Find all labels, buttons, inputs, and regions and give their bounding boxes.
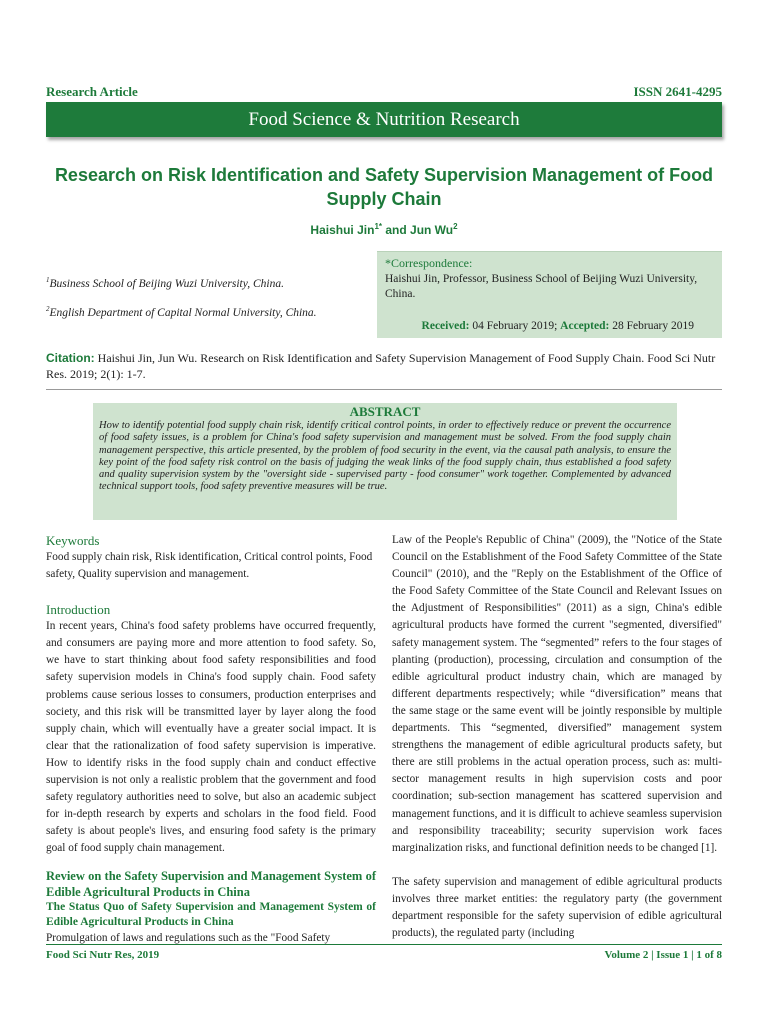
author-line <box>0 222 768 237</box>
author-conjunction: and <box>382 223 411 237</box>
citation-text: Haishui Jin, Jun Wu. Research on Risk Identification and Safety Supervision Management of Food Supply Chain. Food Sci Nutr Res. 2019; 2(1): 1-7. <box>46 351 716 381</box>
introduction-text: In recent years, China's food safety problems have occurred frequently, and consumers are paying more and more attention to food safety. So, we have to start thinking about food safety responsibilities and food safety supervision models in China's food supply chain. Food safety problems cause serious losses to consumers, production enterprises and society, and this risk will be transmitted layer by layer along the food supply chain, which will eventually have a greater social impact. It is clear that the rationalization of food safety supervision is imperative. How to identify risks in the food supply chain and conduct effective supervision is not only a realistic problem that the government and food safety regulatory authorities need to solve, but also an academic subject for in-depth research by experts and scholars in the food field. Food safety is about people's lives, and ensuring food safety is the primary goal of food supply chain management. <box>46 620 376 855</box>
keywords-text: Food supply chain risk, Risk identification, Critical control points, Food safety, Quality supervision and management. <box>46 551 373 581</box>
received-date: 04 February 2019; <box>469 320 561 332</box>
review-heading: Review on the Safety Supervision and Management System of Edible Agricultural Products in China <box>46 868 376 899</box>
abstract-box <box>93 403 677 520</box>
affiliation-1-text: Business School of Beijing Wuzi University, China. <box>49 277 284 290</box>
correspondence-heading: *Correspondence: <box>385 256 473 270</box>
author-2-sup: 2 <box>453 222 458 231</box>
abstract-heading: ABSTRACT <box>349 404 421 419</box>
article-type-label: Research Article <box>46 84 138 99</box>
review-text: Promulgation of laws and regulations such as the "Food Safety <box>46 931 331 944</box>
accepted-date: 28 February 2019 <box>609 320 694 332</box>
journal-name: Food Science & Nutrition Research <box>248 109 520 130</box>
issn-label: ISSN 2641-4295 <box>633 84 722 99</box>
affiliation-2 <box>46 305 317 319</box>
abstract-text: How to identify potential food supply chain risk, identify critical control points, in order to effectively reduce or prevent the occurrence of food safety issues, is a problem for China's food safety supervision and management must be solved. From the food supply chain management perspective, this article presented, by the problem of food security in the event, via the causal path analysis, to ensure the key point of the food safety risk control on the basis of judging the weak links of the food supply chain, thus established a food safety and quality supervision system by the "oversight side - supervised party - food consumer" work together. Complemented by advanced technical support tools, food safety preventive measures will be true. <box>99 420 671 493</box>
received-label: Received: <box>421 320 470 332</box>
dates-line <box>422 320 694 332</box>
footer-page-info: Volume 2 | Issue 1 | 1 of 8 <box>604 949 722 961</box>
author-2: Jun Wu <box>410 223 454 237</box>
correspondence-box <box>377 251 722 338</box>
affiliation-2-text: English Department of Capital Normal University, China. <box>49 306 317 319</box>
correspondence-body: Haishui Jin, Professor, Business School of Beijing Wuzi University, China. <box>385 273 698 300</box>
author-1-sup: 1* <box>374 222 382 231</box>
citation-label: Citation: <box>46 351 95 365</box>
accepted-label: Accepted: <box>560 320 610 332</box>
footer-divider <box>46 944 722 945</box>
affiliation-2-sup: 2 <box>46 305 50 313</box>
affiliation-1 <box>46 276 284 290</box>
introduction-heading: Introduction <box>46 602 111 618</box>
affiliation-1-sup: 1 <box>46 276 50 284</box>
right-paragraph-2: The safety supervision and management of edible agricultural products involves three market entities: the regulatory party (the government department responsible for the safety supervision of edible agricultural products), the regulated party (including <box>392 875 722 940</box>
footer-journal: Food Sci Nutr Res, 2019 <box>46 949 160 961</box>
left-column <box>46 532 376 947</box>
review-subheading: The Status Quo of Safety Supervision and Management System of Edible Agricultural Products in China <box>46 900 376 928</box>
journal-banner <box>46 102 722 137</box>
author-1: Haishui Jin <box>310 223 375 237</box>
paper-title: Research on Risk Identification and Safety Supervision Management of Food Supply Chain <box>54 165 714 209</box>
right-column <box>392 532 722 942</box>
citation-divider <box>46 389 722 390</box>
keywords-heading: Keywords <box>46 533 100 548</box>
right-paragraph-1: Law of the People's Republic of China" (2009), the "Notice of the State Council on the Establishment of the Food Safety Committee of the State Council" (2010), and the "Reply on the Establishment of the Office of the Food Safety Committee of the State Council and Relevant Issues on the Adjustment of Responsibilities" (2011) as a sign, China's edible agricultural products have formed the current "segmented, diversified" safety management system. The “segmented” refers to the four stages of planting (production), processing, circulation and consumption of the edible agricultural product industry chain, which are managed by different departments respectively; while “diversification” means that the same stage or the same event will be jointly responsible by multiple departments. This “segmented, diversified” management system strengthens the management of edible agricultural products safety, but there are still problems in the actual operation process, such as: multi-sector management results in high supervision costs and poor coordination; sub-section management has scattered supervision and management functions, and it is difficult to achieve seamless supervision and responsibility traceability; security supervision work faces marginalization risks, and functional definition needs to be changed [1]. <box>392 534 722 854</box>
citation <box>46 350 722 382</box>
